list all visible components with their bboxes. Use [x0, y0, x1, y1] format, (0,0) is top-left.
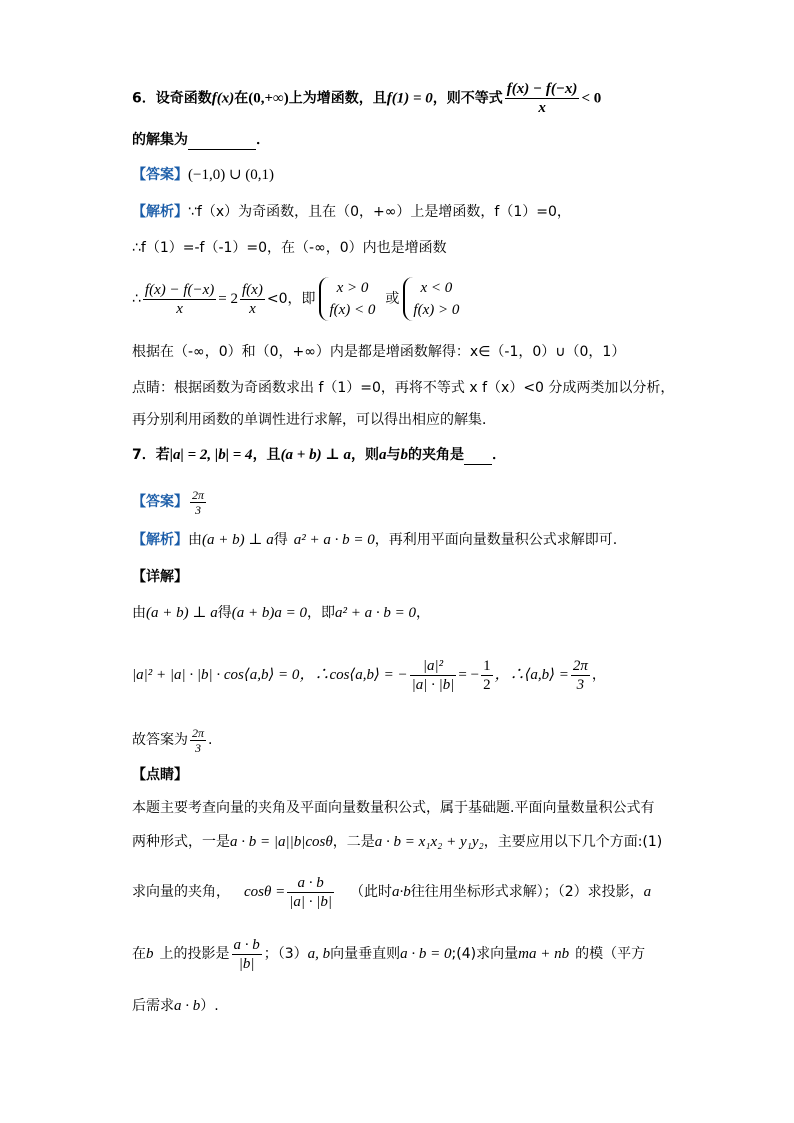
answer-tag: 【答案】 — [132, 494, 188, 510]
q7-note-tag: 【点睛】 — [132, 767, 188, 783]
q7-note-line5: 后需求a · b）. — [132, 998, 219, 1014]
equation-system-2: x < 0 f(x) > 0 — [403, 277, 465, 321]
q7-number: 7． — [132, 447, 156, 463]
q6-analysis-line1: 【解析】∵f（x）为奇函数，且在（0，+∞）上是增函数，f（1）=0， — [132, 204, 571, 220]
q6-analysis-line3: 根据在（-∞，0）和（0，+∞）内是都是增函数解得：x∈（-1，0）∪（0，1） — [132, 344, 626, 360]
analysis-tag: 【解析】 — [132, 532, 188, 548]
q7-stem: 7．若|a| = 2, |b| = 4，且(a + b) ⊥ a，则a与b的夹角是 ． — [132, 447, 506, 463]
q7-note-line1: 本题主要考查向量的夹角及平面向量数量积公式，属于基础题.平面向量数量积公式有 — [132, 800, 655, 816]
q7-detail-line1: 由(a + b) ⊥ a得(a + b)a = 0，即a² + a · b = 0， — [132, 605, 430, 621]
q7-answer: 【答案】 $\frac{2\pi}{3}$ — [132, 487, 205, 517]
answer-blank — [464, 464, 492, 465]
q6-number: 6． — [132, 90, 156, 107]
q6-comment-line1: 点睛：根据函数为奇函数求出 f（1）=0，再将不等式 x f（x）<0 分成两类加以分析， — [132, 380, 675, 396]
q6-stem-line1: 6．设奇函数f(x)在(0,+∞)上为增函数，且f(1) = 0，则不等式 $\frac{f(x) - f(-x)}{x}$ < 0 — [132, 81, 602, 116]
answer-blank — [188, 149, 256, 150]
q6-analysis-formula: ∴ $\frac{f(x) - f(-x)}{x}$ = 2 $\frac{f(x)}{x}$ <0，即 x > 0 f(x) < 0 或 x < 0 f(x) > 0 — [132, 276, 469, 322]
q7-analysis: 【解析】由(a + b) ⊥ a得 a² + a · b = 0，再利用平面向量数量积公式求解即可. — [132, 532, 618, 548]
equation-system-1: x > 0 f(x) < 0 — [319, 277, 381, 321]
q7-note-line2: 两种形式，一是a · b = |a||b|cosθ，二是a · b = x₁x₂ + y₁y₂，主要应用以下几个方面:(1) — [132, 834, 663, 850]
q7-detail-tag: 【详解】 — [132, 569, 188, 585]
q6-answer: 【答案】(−1,0) ∪ (0,1) — [132, 167, 275, 183]
q7-detail-line2: |a|² + |a| · |b| · cos⟨a,b⟩ = 0，∴cos⟨a,b⟩ = − $\frac{\text{|a|²}}{|a| \cdot |b|}$ = − $\frac{1}{2}$ ，∴⟨a,b⟩ = $\frac{2\pi}{3}$ ， — [132, 657, 606, 693]
analysis-tag: 【解析】 — [132, 204, 188, 220]
q7-note-line3: 求向量的夹角， cosθ = $\frac{a \cdot b}{|a| \cdot |b|}$ （此时a·b往往用坐标形式求解）；（2）求投影，a — [132, 874, 652, 910]
q7-final-answer: 故答案为 $\frac{2\pi}{3}$ . — [132, 725, 213, 755]
answer-tag: 【答案】 — [132, 167, 188, 183]
q6-analysis-line2: ∴f（1）=-f（-1）=0，在（-∞，0）内也是增函数 — [132, 240, 447, 256]
q7-note-line4: 在b 上的投影是 $\frac{a \cdot b}{|b|}$ ；（3）a, b向量垂直则a · b = 0;(4)求向量ma + nb 的模（平方 — [132, 936, 646, 972]
q6-inequality-fraction: $\frac{f(x) - f(-x)}{x}$ — [506, 81, 578, 116]
q6-comment-line2: 再分别利用函数的单调性进行求解，可以得出相应的解集． — [132, 412, 496, 428]
q6-stem-line2: 的解集为 ． — [132, 132, 270, 148]
